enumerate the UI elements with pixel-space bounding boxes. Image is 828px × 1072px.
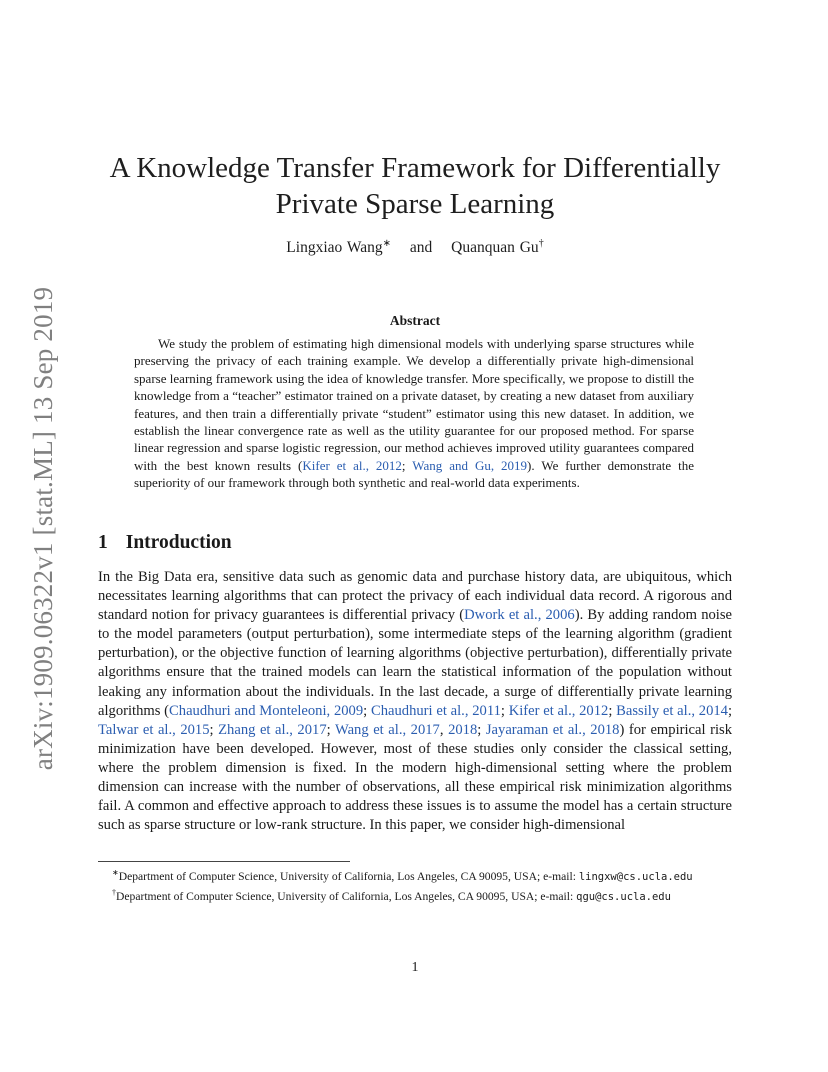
citation-separator: ; [477,721,486,738]
intro-text-3: ) for empirical risk minimization have been developed. However, most of these studies only consider the classical setting, where the problem dimension is fixed. In the modern high-dimensional setting where the problem dimension can increase with the number of observations, all these empirical risk minimization algorithms fail. A common and effective approach to address these issues is to assume the model has a certain structure such as sparse structure or low-rank structure. In this paper, we consider high-dimensional [98,721,732,834]
citation-separator: ; [209,721,219,738]
footnote-text: Department of Computer Science, University of California, Los Angeles, CA 90095, USA; e-mail: [116,889,577,903]
citation-jayaraman-2018[interactable]: Jayaraman et al., 2018 [485,721,620,738]
citation-separator: ; [500,702,509,719]
citation-zhang-2017[interactable]: Zhang et al., 2017 [218,721,327,738]
footnote-email: lingxw@cs.ucla.edu [578,870,693,883]
citation-dwork-2006[interactable]: Dwork et al., 2006 [464,607,575,624]
author-list [98,238,732,257]
author-gu-mark: † [538,238,544,249]
arxiv-identifier-stamp [20,283,68,773]
citation-kifer-2012[interactable]: Kifer et al., 2012 [302,457,402,473]
abstract-heading: Abstract [389,313,441,328]
citation-chaudhuri-monteleoni-2009[interactable]: Chaudhuri and Monteleoni, 2009 [169,702,364,719]
citation-talwar-2015[interactable]: Talwar et al., 2015 [98,721,210,738]
citation-wang-gu-2019[interactable]: Wang and Gu, 2019 [412,457,528,473]
citation-separator: , [439,721,449,738]
intro-text-2: ). By adding random noise to the model parameters (output perturbation), some intermediate steps of the learning algorithm (gradient perturbation), or the objective function of learning algorithms (objective perturbation), differentially private algorithms ensure that the trained models can learn the statistical information of the population without leaking any information about the individuals. In the last decade, a surge of differentially private learning algorithms ( [98,607,732,719]
footnote-mark: ∗ [112,868,119,877]
abstract-text-part-1: We study the problem of estimating high dimensional models with underlying sparse structures while preserving the privacy of each training example. We develop a differentially private high-dimensional sparse learning framework using the idea of knowledge transfer. More specifically, we propose to distill the knowledge from a “teacher” estimator trained on a private dataset, by creating a new dataset from auxiliary features, and then train a differentially private “student” estimator using this new dataset. In addition, we establish the linear convergence rate as well as the utility guarantee for our proposed method. For sparse linear regression and sparse logistic regression, our method achieves improved utility guarantees compared with the best known results ( [134,336,694,473]
paper-title [98,150,732,222]
paper-title-line-2: Private Sparse Learning [275,188,555,220]
paper-title-line-1: A Knowledge Transfer Framework for Differentially [109,152,721,184]
abstract-text-part-2: ). We further demonstrate the superiority of our framework through both synthetic and real-world data experiments. [134,457,694,491]
citation-kifer-2012[interactable]: Kifer et al., 2012 [508,702,609,719]
footnote-wang [98,865,732,885]
author-gu: Quanquan Gu [451,239,539,257]
page-number: 1 [411,960,419,975]
introduction-paragraph [98,568,732,835]
footnote-divider [98,861,350,862]
section-heading-introduction [98,532,232,554]
citation-separator: ; [727,702,733,719]
footnote-gu [98,885,732,905]
author-joiner: and [409,239,433,257]
footnote-text: Department of Computer Science, University of California, Los Angeles, CA 90095, USA; e-mail: [118,869,579,883]
citation-separator: ; [608,702,617,719]
footnotes [98,865,732,905]
footnote-mark: † [112,888,116,898]
citation-wang-2017[interactable]: Wang et al., 2017 [334,721,440,738]
citation-separator: ; [326,721,335,738]
arxiv-identifier-text: arXiv:1909.06322v1 [stat.ML] 13 Sep 2019 [28,286,59,770]
author-wang: Lingxiao Wang [286,239,383,257]
citation-separator: ; [363,702,371,719]
section-title: Introduction [125,532,232,553]
author-wang-mark: ∗ [382,238,392,249]
intro-text-1: In the Big Data era, sensitive data such as genomic data and purchase history data, are ubiquitous, which necessitates learning algorithms that can protect the privacy of each individual data record. A rigorous and standard notion for privacy guarantees is differential privacy ( [98,569,732,624]
citation-separator: ; [401,457,413,473]
section-number: 1 [98,532,108,553]
citation-bassily-2014[interactable]: Bassily et al., 2014 [616,702,728,719]
footnote-email: qgu@cs.ucla.edu [576,890,671,903]
citation-wang-2018[interactable]: 2018 [448,721,478,738]
abstract-body [134,335,694,492]
citation-chaudhuri-2011[interactable]: Chaudhuri et al., 2011 [370,702,501,719]
